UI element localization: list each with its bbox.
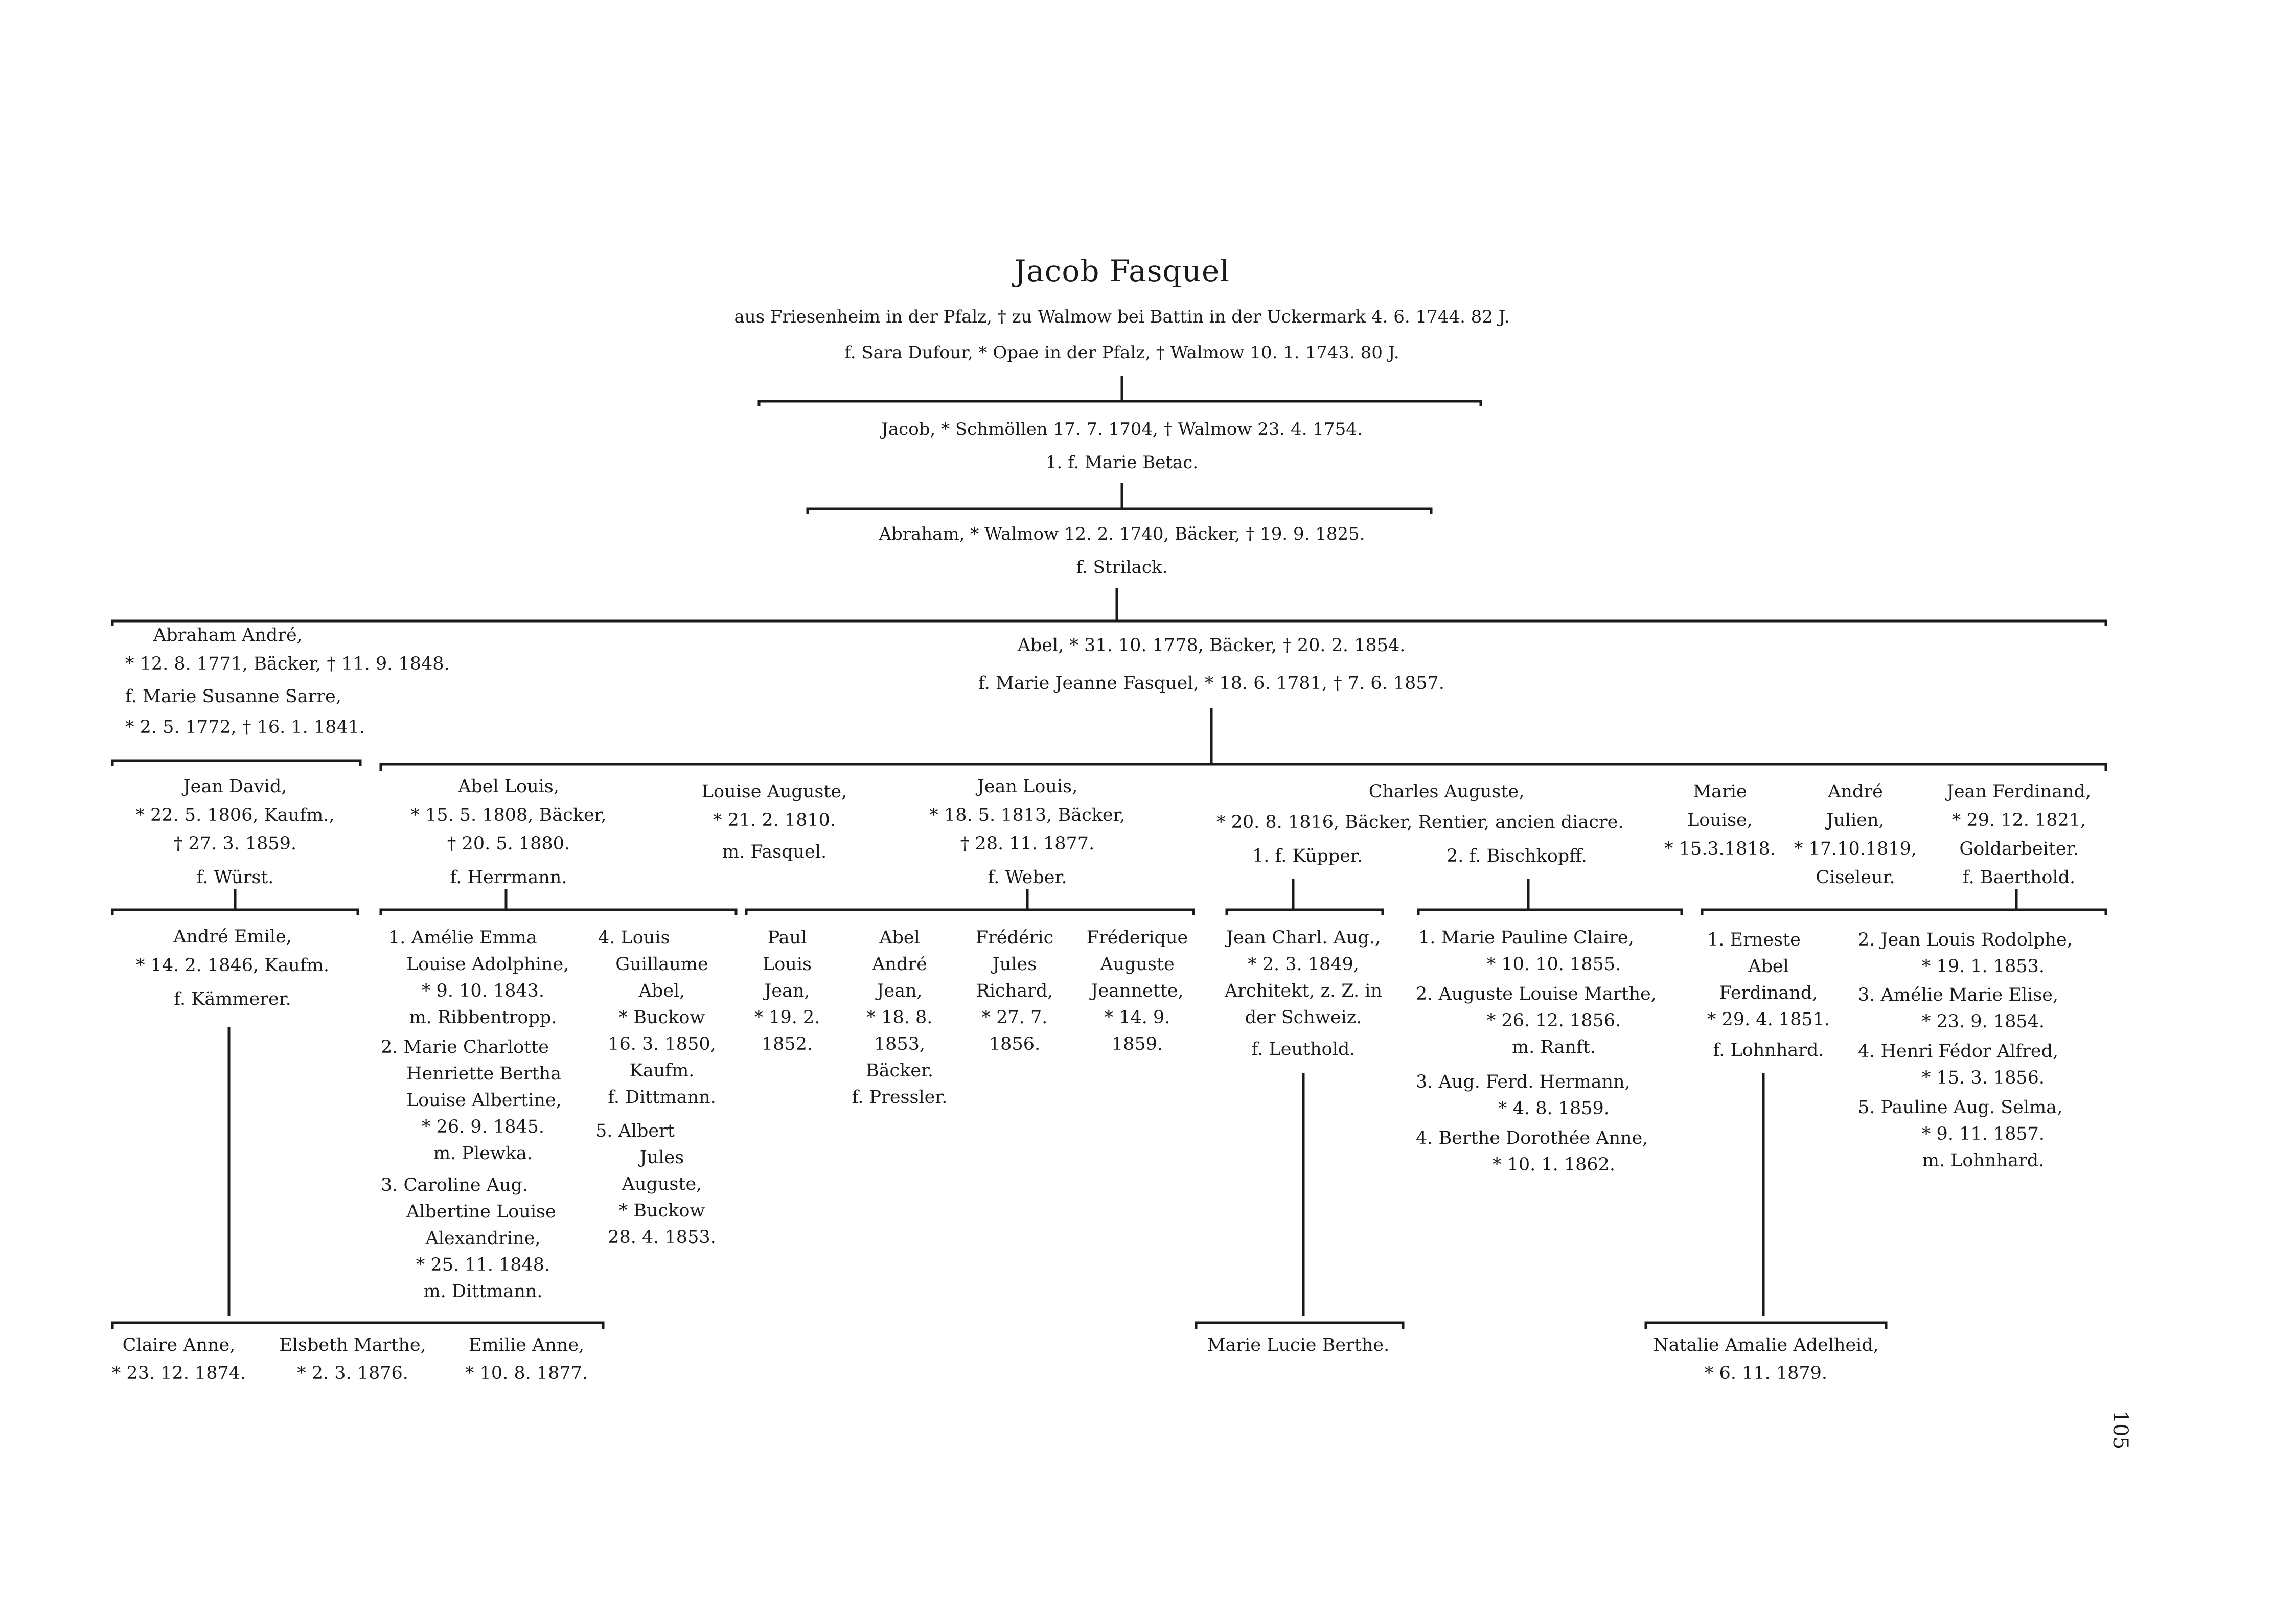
jean-david-spouse: f. Würst. bbox=[196, 867, 274, 888]
andre-julien-line1: André bbox=[1828, 781, 1883, 802]
jf-kid-2-birth: * 19. 1. 1853. bbox=[1921, 956, 2045, 977]
root-name: Jacob Fasquel bbox=[1014, 254, 1230, 288]
page-number: 105 bbox=[2108, 1410, 2132, 1450]
jean-david-death: † 27. 3. 1859. bbox=[173, 834, 297, 854]
ab-kid-3-name: 3. Caroline Aug. bbox=[381, 1175, 529, 1195]
ab-kid-1-spouse: m. Ribbentropp. bbox=[409, 1007, 557, 1028]
abraham-andre-name: Abraham André, bbox=[153, 625, 303, 646]
abel-louis-name: Abel Louis, bbox=[458, 776, 559, 797]
abel-andre-1: Abel bbox=[879, 928, 920, 948]
ab-kid-5-name3: Auguste, bbox=[622, 1174, 702, 1194]
jean-david-name: Jean David, bbox=[183, 776, 287, 797]
ab-kid-2-name3: Louise Albertine, bbox=[406, 1090, 562, 1111]
paul-louis-3: Jean, bbox=[764, 981, 810, 1001]
jf-kid-5-name: 5. Pauline Aug. Selma, bbox=[1858, 1097, 2063, 1118]
ab-kid-1-name2: Louise Adolphine, bbox=[406, 954, 569, 975]
emilie-birth: * 10. 8. 1877. bbox=[465, 1363, 588, 1384]
ab-kid-4-place: * Buckow bbox=[618, 1007, 705, 1028]
ab-kid-5-birth: 28. 4. 1853. bbox=[608, 1227, 716, 1248]
natalie-birth: * 6. 11. 1879. bbox=[1704, 1363, 1828, 1384]
bk-kid-3-name: 3. Aug. Ferd. Hermann, bbox=[1416, 1072, 1631, 1092]
charles-auguste-birth: * 20. 8. 1816, Bäcker, Rentier, ancien diacre. bbox=[1216, 812, 1624, 833]
abel-louis-spouse: f. Herrmann. bbox=[450, 867, 567, 888]
andre-julien-occupation: Ciseleur. bbox=[1816, 867, 1895, 888]
bk-kid-1-birth: * 10. 10. 1855. bbox=[1486, 954, 1621, 975]
ab-kid-3-name3: Alexandrine, bbox=[425, 1228, 541, 1249]
claire-birth: * 23. 12. 1874. bbox=[111, 1363, 246, 1384]
bk-kid-3-birth: * 4. 8. 1859. bbox=[1498, 1098, 1610, 1119]
erneste-spouse: f. Lohnhard. bbox=[1713, 1040, 1824, 1061]
jf-kid-4-birth: * 15. 3. 1856. bbox=[1921, 1068, 2045, 1088]
charles-auguste-wife2: 2. f. Bischkopff. bbox=[1447, 846, 1587, 866]
abel-andre-2: André bbox=[872, 954, 927, 975]
bk-kid-2-birth: * 26. 12. 1856. bbox=[1486, 1010, 1621, 1031]
bk-kid-4-birth: * 10. 1. 1862. bbox=[1492, 1155, 1616, 1175]
jean-charl-name: Jean Charl. Aug., bbox=[1226, 928, 1381, 948]
andre-emile-birth: * 14. 2. 1846, Kaufm. bbox=[135, 955, 330, 976]
frederique-3: Jeannette, bbox=[1091, 981, 1184, 1001]
jean-charl-place: der Schweiz. bbox=[1245, 1007, 1362, 1028]
louise-auguste-birth: * 21. 2. 1810. bbox=[713, 810, 836, 831]
abel-spouse: f. Marie Jeanne Fasquel, * 18. 6. 1781, † 7. 6. 1857. bbox=[978, 673, 1444, 694]
gen3-abraham: Abraham, * Walmow 12. 2. 1740, Bäcker, † 19. 9. 1825. bbox=[879, 524, 1365, 544]
ab-kid-2-birth: * 26. 9. 1845. bbox=[421, 1117, 545, 1137]
ab-kid-3-birth: * 25. 11. 1848. bbox=[416, 1255, 550, 1275]
emilie-name: Emilie Anne, bbox=[468, 1335, 585, 1355]
frederic-1: Frédéric bbox=[975, 928, 1054, 948]
frederique-year: 1859. bbox=[1111, 1034, 1163, 1054]
frederique-2: Auguste bbox=[1100, 954, 1175, 975]
marie-lucie-name: Marie Lucie Berthe. bbox=[1207, 1335, 1390, 1355]
frederic-2: Jules bbox=[992, 954, 1037, 975]
andre-julien-line2: Julien, bbox=[1826, 810, 1885, 831]
paul-louis-2: Louis bbox=[762, 954, 812, 975]
root-birth-death: aus Friesenheim in der Pfalz, † zu Walmow bei Battin in der Uckermark 4. 6. 1744. 82 J. bbox=[734, 307, 1510, 327]
jf-kid-4-name: 4. Henri Fédor Alfred, bbox=[1858, 1041, 2059, 1062]
abel-louis-death: † 20. 5. 1880. bbox=[447, 834, 570, 854]
jf-kid-2-name: 2. Jean Louis Rodolphe, bbox=[1858, 930, 2073, 950]
ab-kid-4-name2: Guillaume bbox=[615, 954, 708, 975]
erneste-birth: * 29. 4. 1851. bbox=[1707, 1009, 1830, 1030]
jf-kid-3-name: 3. Amélie Marie Elise, bbox=[1858, 985, 2059, 1005]
paul-louis-birth: * 19. 2. bbox=[754, 1007, 820, 1028]
ab-kid-5-place: * Buckow bbox=[618, 1201, 705, 1221]
ab-kid-2-name2: Henriette Bertha bbox=[406, 1064, 562, 1084]
jean-charl-birth: * 2. 3. 1849, bbox=[1248, 954, 1359, 975]
frederic-3: Richard, bbox=[976, 981, 1053, 1001]
ab-kid-1-name: 1. Amélie Emma bbox=[388, 928, 537, 948]
abel-andre-occupation: Bäcker. bbox=[865, 1061, 934, 1081]
marie-louise-line1: Marie bbox=[1693, 781, 1747, 802]
jean-louis-name: Jean Louis, bbox=[977, 776, 1078, 797]
elsbeth-name: Elsbeth Marthe, bbox=[279, 1335, 426, 1355]
abraham-andre-dates: * 12. 8. 1771, Bäcker, † 11. 9. 1848. bbox=[125, 654, 450, 674]
jean-louis-spouse: f. Weber. bbox=[988, 867, 1067, 888]
frederique-1: Fréderique bbox=[1086, 928, 1188, 948]
andre-emile-name: André Emile, bbox=[173, 927, 292, 947]
claire-name: Claire Anne, bbox=[122, 1335, 236, 1355]
marie-louise-line2: Louise, bbox=[1687, 810, 1753, 831]
andre-emile-spouse: f. Kämmerer. bbox=[174, 989, 291, 1009]
gen2-jacob: Jacob, * Schmöllen 17. 7. 1704, † Walmow 23. 4. 1754. bbox=[881, 419, 1363, 440]
bk-kid-2-name: 2. Auguste Louise Marthe, bbox=[1416, 984, 1657, 1004]
jean-ferdinand-birth: * 29. 12. 1821, bbox=[1951, 810, 2086, 831]
jean-ferdinand-name: Jean Ferdinand, bbox=[1946, 781, 2092, 802]
abel-andre-3: Jean, bbox=[877, 981, 923, 1001]
natalie-name: Natalie Amalie Adelheid, bbox=[1653, 1335, 1879, 1355]
jean-charl-spouse: f. Leuthold. bbox=[1251, 1039, 1356, 1060]
jean-louis-birth: * 18. 5. 1813, Bäcker, bbox=[929, 805, 1126, 825]
jean-david-birth: * 22. 5. 1806, Kaufm., bbox=[135, 805, 335, 825]
abraham-andre-spouse-dates: * 2. 5. 1772, † 16. 1. 1841. bbox=[125, 717, 365, 738]
bk-kid-2-spouse: m. Ranft. bbox=[1511, 1037, 1596, 1057]
marie-louise-birth: * 15.3.1818. bbox=[1664, 839, 1776, 859]
louise-auguste-spouse: m. Fasquel. bbox=[722, 842, 827, 862]
abel-andre-year: 1853, bbox=[874, 1034, 926, 1054]
paul-louis-1: Paul bbox=[767, 928, 807, 948]
abel-louis-birth: * 15. 5. 1808, Bäcker, bbox=[410, 805, 607, 825]
frederic-year: 1856. bbox=[989, 1034, 1041, 1054]
gen2-spouse: 1. f. Marie Betac. bbox=[1045, 452, 1199, 473]
ab-kid-5-name: 5. Albert bbox=[595, 1121, 675, 1141]
jf-kid-5-birth: * 9. 11. 1857. bbox=[1921, 1124, 2045, 1144]
gen3-spouse: f. Strilack. bbox=[1076, 557, 1168, 578]
charles-auguste-name: Charles Auguste, bbox=[1368, 781, 1525, 802]
jean-charl-occupation: Architekt, z. Z. in bbox=[1224, 981, 1383, 1001]
root-spouse: f. Sara Dufour, * Opae in der Pfalz, † Walmow 10. 1. 1743. 80 J. bbox=[844, 342, 1399, 363]
erneste-name2: Abel bbox=[1748, 956, 1789, 977]
frederique-birth: * 14. 9. bbox=[1104, 1007, 1170, 1028]
jean-louis-death: † 28. 11. 1877. bbox=[960, 834, 1095, 854]
ab-kid-4-spouse: f. Dittmann. bbox=[608, 1087, 716, 1108]
ab-kid-2-spouse: m. Plewka. bbox=[433, 1143, 533, 1164]
ab-kid-4-name: 4. Louis bbox=[598, 928, 670, 948]
ab-kid-3-name2: Albertine Louise bbox=[406, 1202, 556, 1222]
abraham-andre-spouse: f. Marie Susanne Sarre, bbox=[125, 686, 341, 707]
jf-kid-5-spouse: m. Lohnhard. bbox=[1922, 1150, 2045, 1171]
erneste-name3: Ferdinand, bbox=[1719, 983, 1818, 1003]
charles-auguste-wife1: 1. f. Küpper. bbox=[1252, 846, 1363, 866]
erneste-name: 1. Erneste bbox=[1707, 930, 1801, 950]
abel-andre-birth: * 18. 8. bbox=[866, 1007, 933, 1028]
abel-andre-spouse: f. Pressler. bbox=[852, 1087, 948, 1108]
ab-kid-4-birth: 16. 3. 1850, bbox=[608, 1034, 716, 1054]
frederic-birth: * 27. 7. bbox=[981, 1007, 1048, 1028]
ab-kid-2-name: 2. Marie Charlotte bbox=[381, 1037, 549, 1057]
ab-kid-1-birth: * 9. 10. 1843. bbox=[421, 981, 545, 1001]
ab-kid-3-spouse: m. Dittmann. bbox=[423, 1281, 543, 1302]
ab-kid-4-name3: Abel, bbox=[638, 981, 685, 1001]
jf-kid-3-birth: * 23. 9. 1854. bbox=[1921, 1011, 2045, 1032]
ab-kid-4-occupation: Kaufm. bbox=[629, 1061, 695, 1081]
abel-dates: Abel, * 31. 10. 1778, Bäcker, † 20. 2. 1854. bbox=[1017, 635, 1406, 656]
elsbeth-birth: * 2. 3. 1876. bbox=[297, 1363, 408, 1384]
bk-kid-1-name: 1. Marie Pauline Claire, bbox=[1418, 928, 1634, 948]
bk-kid-4-name: 4. Berthe Dorothée Anne, bbox=[1416, 1128, 1648, 1148]
jean-ferdinand-occupation: Goldarbeiter. bbox=[1959, 839, 2079, 859]
louise-auguste-name: Louise Auguste, bbox=[701, 781, 847, 802]
paul-louis-year: 1852. bbox=[761, 1034, 813, 1054]
jean-ferdinand-spouse: f. Baerthold. bbox=[1962, 867, 2076, 888]
andre-julien-birth: * 17.10.1819, bbox=[1794, 839, 1917, 859]
ab-kid-5-name2: Jules bbox=[639, 1147, 684, 1168]
